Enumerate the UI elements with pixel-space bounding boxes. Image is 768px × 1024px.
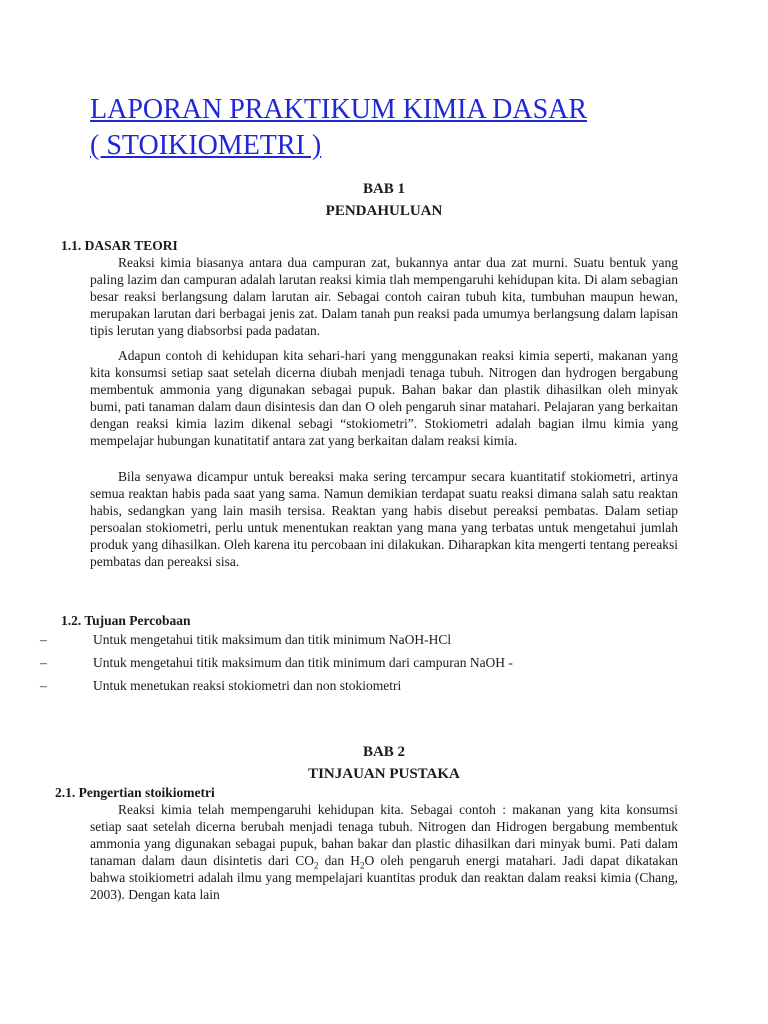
- section-2-1-heading: 2.1. Pengertian stoikiometri: [55, 785, 215, 800]
- list-item-text: Untuk menetukan reaksi stokiometri dan non stokiometri: [93, 678, 402, 693]
- list-item-text: Untuk mengetahui titik maksimum dan titik minimum dari campuran NaOH -: [93, 655, 513, 670]
- paragraph-4-part-b: dan H: [318, 853, 360, 869]
- chapter-1-label: BAB 1: [362, 181, 406, 197]
- list-dash: –: [40, 678, 47, 693]
- list-item: [40, 677, 680, 700]
- list-dash: –: [40, 632, 47, 647]
- paragraph-1: Reaksi kimia biasanya antara dua campuran zat, bukannya antar dua zat murni. Suatu bentuk yang paling lazim dan campuran adalah larutan reaksi kimia tlah mempengaruhi kehidupan kita. Di alam sebagian besar reaksi berlangsung dalam larutan air. Sebagai contoh cairan tubuh kita, tumbuhan maupun hewan, merupakan larutan dari berbagai jenis zat. Dalam tanah pun reaksi pada umumya berlangsung dalam lapisan tipis lerutan yang diabsorbsi pada padatan.: [90, 255, 678, 339]
- chapter-1-name: PENDAHULUAN: [325, 203, 443, 219]
- list-dash: –: [40, 655, 47, 670]
- page-title: [90, 92, 730, 164]
- objectives-list: [40, 631, 680, 700]
- subscript-2: 2: [314, 860, 319, 871]
- chapter-2-name: TINJAUAN PUSTAKA: [308, 766, 460, 782]
- chapter-2-label: BAB 2: [362, 744, 406, 760]
- title-line-1: LAPORAN PRAKTIKUM KIMIA DASAR: [90, 94, 588, 125]
- paragraph-4: [90, 801, 678, 904]
- list-item: [40, 631, 680, 654]
- paragraph-3: Bila senyawa dicampur untuk bereaksi maka sering tercampur secara kuantitatif stokiometri, artinya semua reaktan habis pada saat yang sama. Namun demikian terdapat suatu reaksi dimana salah satu reaktan habis, sedangkan yang lain masih tersisa. Reaktan yang habis disebut pereaksi pembatas. Dalam setiap persoalan stokiometri, perlu untuk menentukan reaktan yang mana yang terbatas untuk mengetahui jumlah produk yang dihasilkan. Oleh karena itu percobaan ini dilakukan. Diharapkan kita mengerti tentang pereaksi pembatas dan pereaksi sisa.: [90, 469, 678, 570]
- section-1-2-heading: 1.2. Tujuan Percobaan: [61, 613, 191, 628]
- section-1-1-heading: 1.1. DASAR TEORI: [61, 238, 178, 253]
- list-item: [40, 654, 680, 677]
- title-line-2: ( STOIKIOMETRI ): [90, 130, 322, 161]
- paragraph-2: Adapun contoh di kehidupan kita sehari-hari yang menggunakan reaksi kimia seperti, makanan yang kita konsumsi setiap saat setelah dicerna diubah menjadi tenaga tubuh. Nitrogen dan hydrogen bergabung membentuk ammonia yang digunakan sebagai pupuk. Bahan bakar dan plastik dihasilkan oleh minyak bumi, pati tanaman dalam daun disintesis dan dan O oleh pengaruh sinar matahari. Pelajaran yang berkaitan dengan reaksi kimia lazim dikenal sebagi “stokiometri”. Stokiometri adalah bagian ilmu kimia yang mempelajar hubungan kunatitatif antara zat yang berkaitan dalam reaksi kimia.: [90, 348, 678, 449]
- subscript-2: 2: [359, 860, 365, 871]
- list-item-text: Untuk mengetahui titik maksimum dan titik minimum NaOH-HCl: [93, 632, 452, 647]
- paragraph-4-part-a: Reaksi kimia telah mempengaruhi kehidupan kita. Sebagai contoh : makanan yang kita konsumsi setiap saat setelah dicerna berubah menjadi tenaga tubuh. Nitrogen dan Hidrogen bergabung membentuk ammonia yang digunakan sebagai pupuk, bahan bakar dan plastic dihasilkan dari minyak bumi. Pati dalam tanaman dalam daun disintetis dari CO: [90, 802, 678, 869]
- paragraph-4-part-c: O oleh pengaruh energi matahari. Jadi dapat dikatakan bahwa stoikiometri adalah ilmu yang mempelajari kuantitas produk dan reaktan dalam reaksi kimia (Chang, 2003). Dengan kata lain: [90, 853, 678, 903]
